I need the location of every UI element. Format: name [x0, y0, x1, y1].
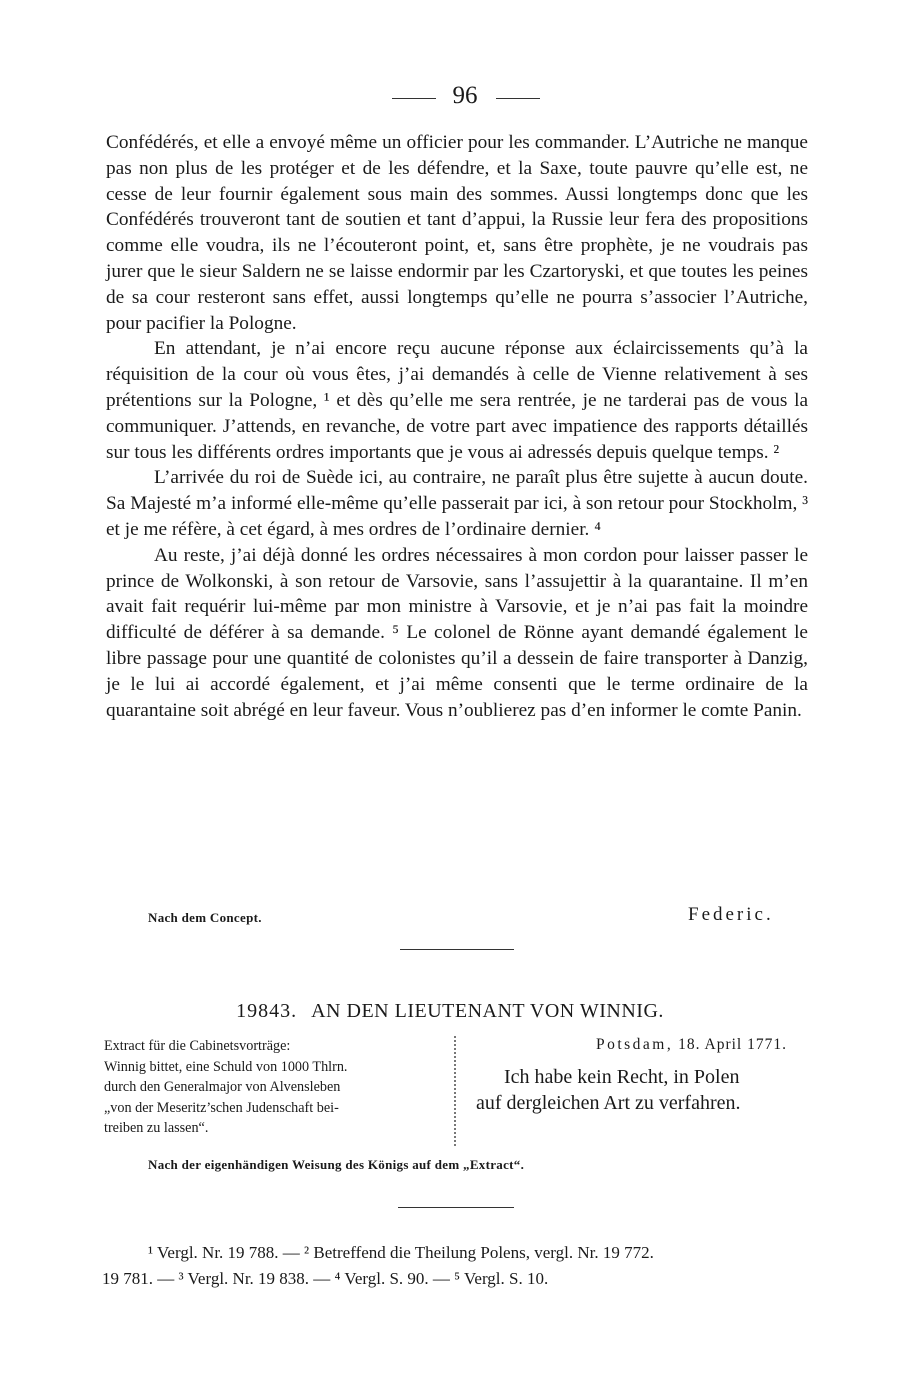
paragraph: Au reste, j’ai déjà donné les ordres nécessaires à mon cordon pour laisser passer le prince de Wolkonski, à son retour de Varsovie, sans l’assujettir à la quarantaine. Il m’en avait fait requérir lui-même par mon ministre à Varsovie, et je n’ai pas fait la moindre difficulté de déférer à sa demande. ⁵ Le colonel de Rönne ayant demandé également le libre passage pour une quantité de colonistes qu’il a dessein de faire transporter à Danzig, je le lui ai accordé également, et j’ai même consenti que le terme ordinaire de la quarantaine soit abrégé en leur faveur. Vous n’oublierez pas d’en informer le comte Panin.: [106, 544, 808, 721]
extract-line: Winnig bittet, eine Schuld von 1000 Thlrn.: [104, 1058, 348, 1075]
footnote-line: 19 781. — ³ Vergl. Nr. 19 838. — ⁴ Vergl. S. 90. — ⁵ Vergl. S. 10.: [102, 1269, 549, 1288]
extract-line: Extract für die Cabinetsvorträge:: [104, 1038, 291, 1054]
paragraph: L’arrivée du roi de Suède ici, au contraire, ne paraît plus être sujette à aucun doute. Sa Majesté m’a informé elle-même qu’elle passerait par ici, à son retour pour Stockholm, ³ et je me réfère, à cet égard, à mes ordres de l’ordinaire dernier. ⁴: [106, 467, 808, 540]
reply-block: [468, 1036, 813, 1116]
letter-title: AN DEN LIEUTENANT VON WINNIG.: [311, 1000, 664, 1022]
closing-row: [0, 904, 900, 932]
footnotes: [102, 1240, 812, 1292]
extract-line: „von der Meseritz’schen Judenschaft bei-: [104, 1099, 339, 1116]
letter-heading: [0, 1000, 900, 1023]
reply-text: [468, 1064, 813, 1116]
header-rule-right: [496, 98, 540, 99]
paragraph: Confédérés, et elle a envoyé même un officier pour les commander. L’Autriche ne manque pas non plus de les protéger et de les défendre, et la Saxe, toute pauvre qu’elle est, ne cesse de leur fournir également sous main des sommes. Aussi longtemps donc que les Confédérés trouveront tant de soutien et tant d’appui, la Russie leur fera des propositions comme elle voudra, ils ne l’écouteront point, et, sans être prophète, je ne voudrais pas jurer que le sieur Saldern ne se laisse endormir par les Czartoryski, et que toutes les peines de sa cour resteront sans effet, aussi longtemps qu’elle ne pourra s’associer l’Autriche, pour pacifier la Pologne.: [106, 132, 808, 334]
instruction-note: Nach der eigenhändigen Weisung des Königs auf dem „Extract“.: [148, 1157, 525, 1172]
extract-block: [104, 1036, 454, 1139]
section-divider: [400, 949, 514, 950]
dateline-date: 18. April 1771.: [678, 1036, 787, 1053]
page-header: [0, 82, 900, 112]
paragraph: En attendant, je n’ai encore reçu aucune réponse aux éclaircissements qu’à la réquisition de la cour où vous êtes, j’ai demandés à celle de Vienne relativement à ses prétentions sur la Pologne, ¹ et dès qu’elle me sera rentrée, je ne tarderai pas de vous la communiquer. J’attends, en revanche, de votre part avec impatience des rapports détaillés sur tous les différents ordres importants que je vous ai adressés depuis quelque temps. ²: [106, 338, 808, 463]
extract-line: treiben zu lassen“.: [104, 1120, 209, 1136]
dateline-place: Potsdam,: [595, 1036, 674, 1053]
column-separator: [454, 1036, 456, 1146]
source-note: Nach dem Concept.: [148, 910, 262, 925]
dateline: [468, 1036, 787, 1054]
header-rule-left: [392, 98, 436, 99]
letter-body: [106, 130, 808, 723]
reply-line: Ich habe kein Recht, in Polen: [504, 1066, 740, 1088]
reply-line: auf dergleichen Art zu verfahren.: [476, 1092, 741, 1114]
signature: Federic.: [688, 904, 774, 925]
footnote-line: ¹ Vergl. Nr. 19 788. — ² Betreffend die Theilung Polens, vergl. Nr. 19 772.: [148, 1243, 654, 1262]
extract-line: durch den Generalmajor von Alvensleben: [104, 1079, 341, 1095]
letter-number: 19843.: [236, 1000, 298, 1022]
page-number: 96: [452, 82, 478, 109]
footnote-divider: [398, 1207, 514, 1208]
